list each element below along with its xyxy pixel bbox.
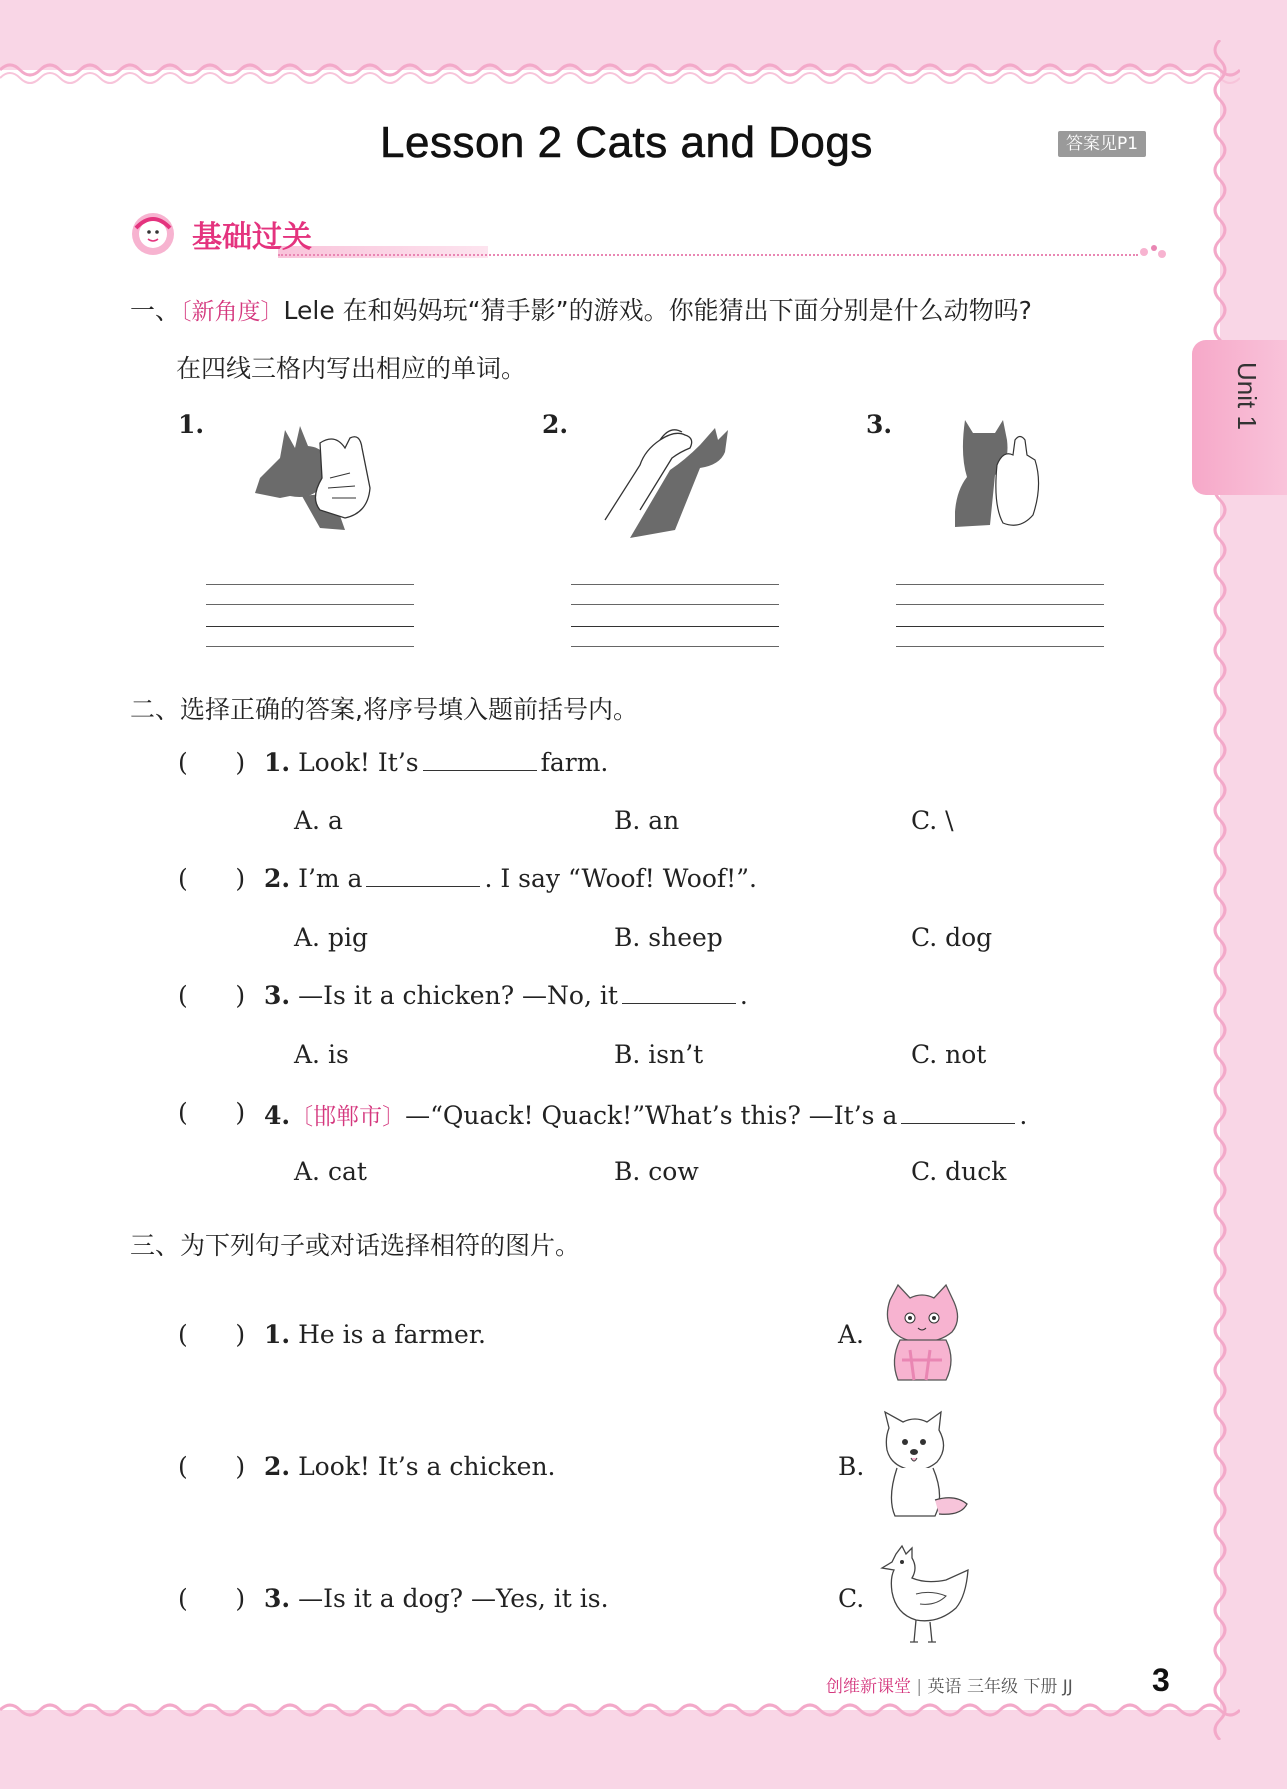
part1-tag: 〔新角度〕 <box>180 299 284 325</box>
fill-blank[interactable] <box>622 983 736 1004</box>
question-number: 1. <box>264 748 291 777</box>
question-text-post: farm. <box>540 748 609 777</box>
footer-brand: 创维新课堂 <box>826 1677 911 1697</box>
question-number: 3. <box>264 1584 291 1613</box>
part1-prefix: 一、 <box>130 296 181 325</box>
answer-bracket-q1[interactable]: ( ) <box>178 748 246 777</box>
question-source-tag: 〔邯郸市〕 <box>290 1104 406 1130</box>
section-heading <box>128 208 1173 258</box>
question-number: 3. <box>264 981 291 1010</box>
option-a: A. cat <box>294 1157 367 1186</box>
question-number: 2. <box>264 864 291 893</box>
option-b: B. isn’t <box>614 1040 704 1069</box>
option-c: C. dog <box>911 923 993 952</box>
part3-heading: 三、为下列句子或对话选择相符的图片。 <box>130 1231 581 1260</box>
question-text-post: . I say “Woof! Woof!”. <box>484 864 757 893</box>
question-text-pre: Look! It’s <box>298 748 419 777</box>
part2-heading: 二、选择正确的答案,将序号填入题前括号内。 <box>130 695 638 724</box>
picture-label-a: A. <box>838 1320 865 1349</box>
option-b: B. cow <box>614 1157 699 1186</box>
footer-book-info: 英语 三年级 下册 JJ <box>927 1677 1073 1697</box>
answer-bracket-q3[interactable]: ( ) <box>178 981 246 1010</box>
question-text-pre: —“Quack! Quack!”What’s this? —It’s a <box>405 1101 898 1130</box>
part1-text: Lele 在和妈妈玩“猜手影”的游戏。你能猜出下面分别是什么动物吗? <box>283 296 1032 325</box>
item-number-3: 3. <box>866 410 893 439</box>
decorative-dots-icon <box>1138 242 1168 262</box>
question-text-post: . <box>1019 1101 1028 1130</box>
option-a: A. is <box>294 1040 349 1069</box>
writing-lines-3[interactable] <box>896 584 1104 646</box>
answer-bracket-q4[interactable]: ( ) <box>178 1098 246 1127</box>
fill-blank[interactable] <box>901 1103 1015 1124</box>
answer-reference-badge: 答案见P1 <box>1058 131 1146 157</box>
hen-image <box>876 1544 976 1649</box>
option-c: C. duck <box>911 1157 1007 1186</box>
question-1 <box>264 748 608 777</box>
part1-instruction-line2: 在四线三格内写出相应的单词。 <box>176 354 527 383</box>
option-c: C. \ <box>911 806 954 835</box>
question-text: He is a farmer. <box>298 1320 486 1349</box>
answer-bracket-p3-q2[interactable]: ( ) <box>178 1452 246 1481</box>
question-text-pre: —Is it a chicken? —No, it <box>298 981 618 1010</box>
unit-side-tab <box>1192 340 1287 495</box>
option-a: A. a <box>294 806 343 835</box>
hand-shadow-rabbit-image <box>600 410 740 540</box>
question-number: 1. <box>264 1320 291 1349</box>
option-b: B. an <box>614 806 680 835</box>
answer-bracket-p3-q1[interactable]: ( ) <box>178 1320 246 1349</box>
footer-info: 创维新课堂 | 英语 三年级 下册 JJ <box>826 1677 1073 1697</box>
answer-bracket-q2[interactable]: ( ) <box>178 864 246 893</box>
item-number-2: 2. <box>542 410 569 439</box>
pink-cat-image <box>870 1280 975 1385</box>
matching-question-3 <box>264 1584 609 1613</box>
question-text-post: . <box>739 981 748 1010</box>
question-4 <box>264 1098 1027 1131</box>
hand-shadow-cat-image <box>955 415 1045 533</box>
hand-shadow-dog-image <box>250 418 380 533</box>
question-2 <box>264 864 757 893</box>
unit-tab-label: Unit 1 <box>1232 362 1262 430</box>
section-dotted-rule <box>278 254 1138 256</box>
question-3 <box>264 981 748 1010</box>
page-number: 3 <box>1152 1662 1170 1698</box>
option-a: A. pig <box>294 923 368 952</box>
matching-question-1 <box>264 1320 486 1349</box>
question-text-pre: I’m a <box>298 864 363 893</box>
part1-instruction-line1 <box>130 291 1032 327</box>
option-b: B. sheep <box>614 923 723 952</box>
page-title: Lesson 2 Cats and Dogs <box>380 118 873 167</box>
option-c: C. not <box>911 1040 987 1069</box>
section-label: 基础过关 <box>192 220 312 255</box>
writing-lines-1[interactable] <box>206 584 414 646</box>
writing-lines-2[interactable] <box>571 584 779 646</box>
fill-blank[interactable] <box>423 750 537 771</box>
question-text: —Is it a dog? —Yes, it is. <box>298 1584 609 1613</box>
fill-blank[interactable] <box>366 866 480 887</box>
white-dog-image <box>875 1408 975 1523</box>
question-number: 4. <box>264 1101 291 1130</box>
question-number: 2. <box>264 1452 291 1481</box>
picture-label-c: C. <box>838 1584 865 1613</box>
item-number-1: 1. <box>178 410 205 439</box>
answer-bracket-p3-q3[interactable]: ( ) <box>178 1584 246 1613</box>
picture-label-b: B. <box>838 1452 865 1481</box>
girl-avatar-icon <box>128 210 178 256</box>
matching-question-2 <box>264 1452 556 1481</box>
question-text: Look! It’s a chicken. <box>298 1452 556 1481</box>
